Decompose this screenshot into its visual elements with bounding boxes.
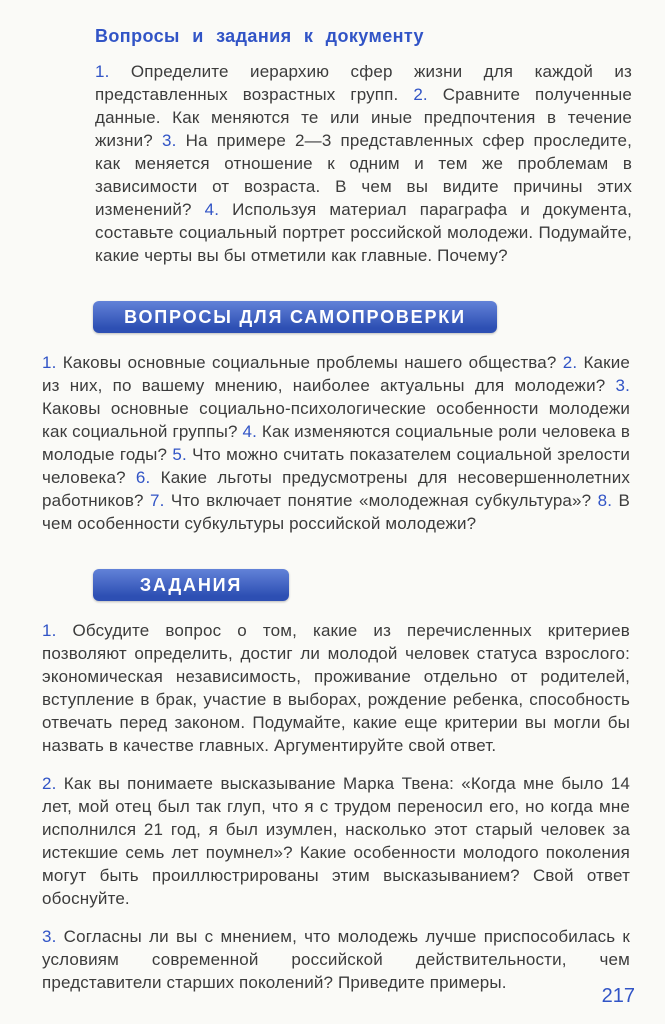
task-item-3 (42, 925, 630, 994)
item-number: 1. (95, 62, 131, 81)
item-text: Сравните полученные данные. Как меняются те или иные предпочтения в течение жизни? (95, 85, 633, 150)
item-number: 7. (150, 491, 171, 510)
self-check-banner (93, 301, 497, 333)
item-text: Как изменяются социальные роли человека в молодые годы? (42, 422, 630, 464)
item-number: 3. (42, 927, 64, 946)
item-number: 3. (615, 376, 630, 395)
self-check-banner-label: ВОПРОСЫ ДЛЯ САМОПРОВЕРКИ (124, 306, 466, 327)
task-item-2 (42, 772, 630, 910)
item-number: 8. (597, 491, 619, 510)
item-text: Какие льготы предусмотрены для несовершеннолетних работников? (42, 468, 630, 510)
item-text: Согласны ли вы с мнением, что молодежь лучше приспособилась к условиям современной российской действительности, чем представители старших поколений? Приведите примеры. (42, 927, 630, 992)
item-text: На примере 2—3 представленных сфер проследите, как меняется отношение к одним и тем же проблемам в зависимости от возраста. В чем вы видите причины этих изменений? (95, 131, 632, 219)
doc-questions-heading: Вопросы и задания к документу (95, 26, 424, 46)
item-number: 2. (413, 85, 443, 104)
tasks-banner-label: ЗАДАНИЯ (139, 574, 243, 595)
doc-questions-paragraph (95, 60, 632, 267)
item-text: В чем особенности субкультуры российской молодежи? (42, 491, 630, 533)
item-number: 2. (42, 774, 64, 793)
item-number: 5. (172, 445, 193, 464)
item-number: 4. (204, 200, 233, 219)
item-text: Используя материал параграфа и документа, составьте социальный портрет российской молодежи. Подумайте, какие черты вы бы отметили как главные. Почему? (95, 200, 632, 265)
page-number: 217 (601, 985, 635, 1007)
item-text: Обсудите вопрос о том, какие из перечисленных критериев позволяют определить, достиг ли молодой человек статуса взрослого: экономическая независимость, проживание отдельно от родителей, вступление в брак, участие в выборах, рождение ребенка, способность отвечать перед законом. Подумайте, какие еще критерии вы могли бы назвать в качестве главных. Аргументируйте свой ответ. (42, 621, 630, 755)
item-number: 6. (135, 468, 161, 487)
item-text: Каковы основные социально-психологические особенности молодежи как социальной группы? (42, 399, 630, 441)
item-text: Каковы основные социальные проблемы нашего общества? (62, 353, 563, 372)
item-text: Определите иерархию сфер жизни для каждой из представленных возрастных групп. (95, 62, 632, 104)
item-text: Что включает понятие «молодежная субкультура»? (170, 491, 598, 510)
item-text: Как вы понимаете высказывание Марка Твена: «Когда мне было 14 лет, мой отец был так глуп, что я с трудом переносил его, но когда мне исполнился 21 год, я был изумлен, насколько этот старый человек за истекшие семь лет поумнел»? Какие особенности молодого поколения могут быть проиллюстрированы этим высказыванием? Свой ответ обоснуйте. (42, 774, 630, 908)
task-item-1 (42, 619, 630, 757)
item-number: 2. (562, 353, 584, 372)
document-questions-section (95, 26, 632, 267)
item-number: 1. (42, 621, 73, 640)
tasks-banner (93, 569, 289, 601)
item-text: Какие из них, по вашему мнению, наиболее актуальны для молодежи? (42, 353, 630, 395)
item-number: 4. (242, 422, 262, 441)
item-number: 1. (42, 353, 63, 372)
item-number: 3. (162, 131, 186, 150)
item-text: Что можно считать показателем социальной зрелости человека? (42, 445, 630, 487)
self-check-paragraph (42, 351, 630, 535)
